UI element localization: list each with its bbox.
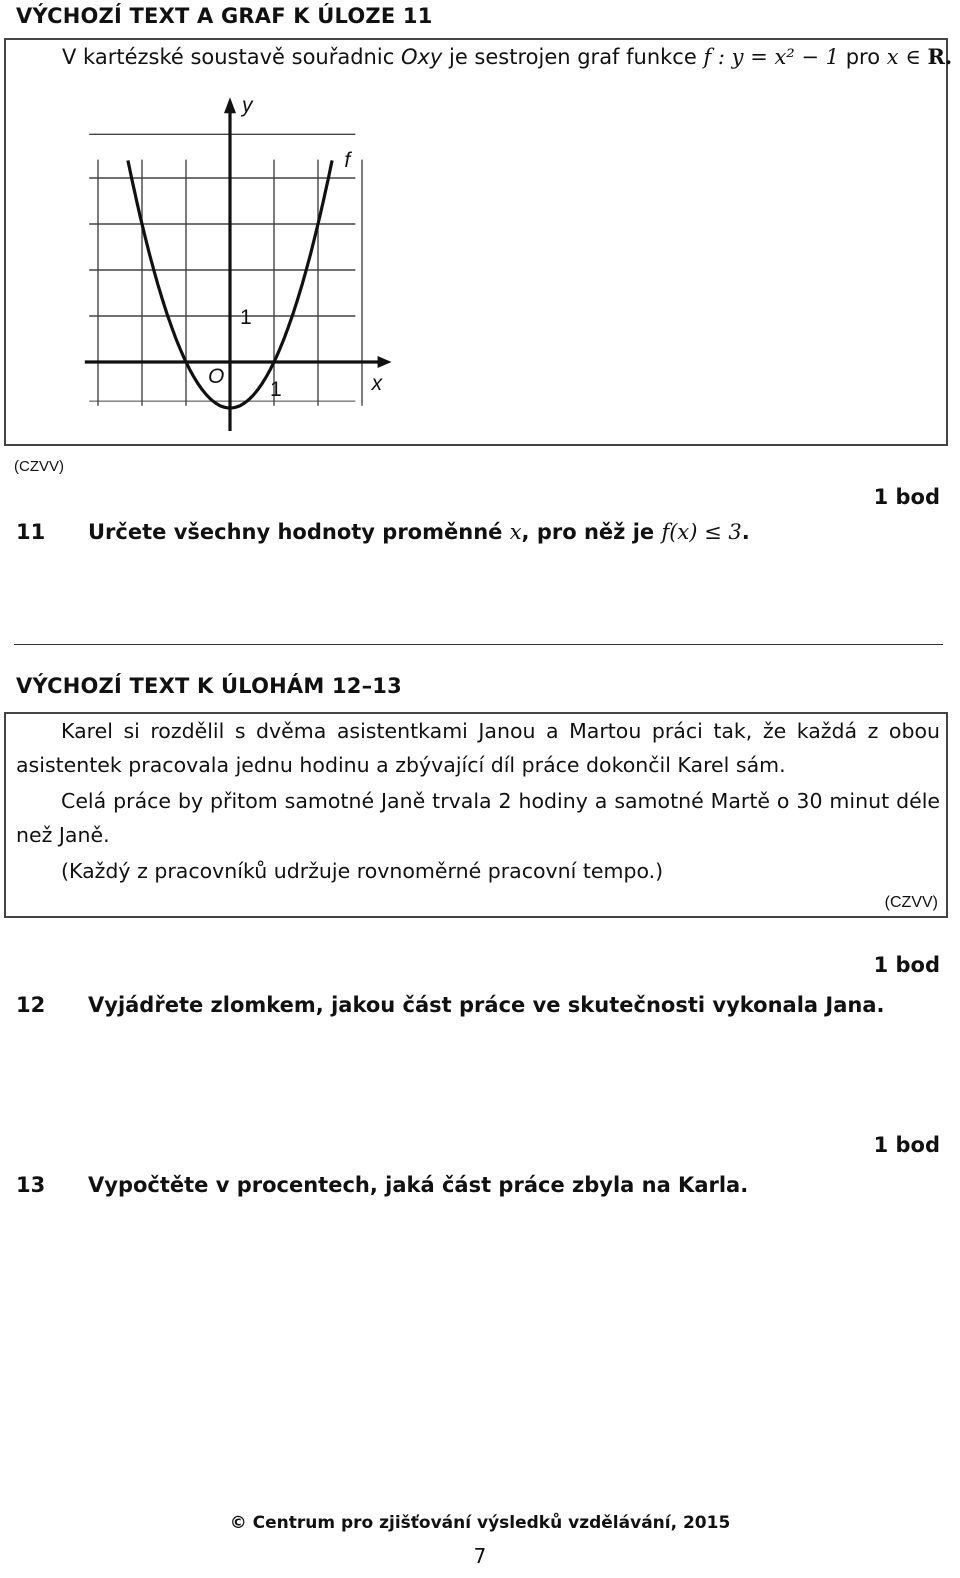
task11-variable: x <box>509 520 522 544</box>
section-heading-task12-13: VÝCHOZÍ TEXT K ÚLOHÁM 12–13 <box>16 674 402 698</box>
section-divider <box>14 644 943 645</box>
source-paragraph-1: Karel si rozdělil s dvěma asistentkami Janou a Martou práci tak, že každá z obou asistentek pracovala jednu hodinu a zbývající díl práce dokončil Karel sám. <box>16 719 940 777</box>
task13-text: Vypočtěte v procentech, jaká část práce zbyla na Karla. <box>88 1173 749 1197</box>
task11-text-prefix: Určete všechny hodnoty proměnné <box>88 520 510 544</box>
intro-real-numbers: R. <box>927 44 953 69</box>
task12-13-source-box <box>4 712 948 918</box>
graph-axes <box>85 97 392 431</box>
task13-points: 1 bod <box>873 1133 940 1157</box>
task12-points: 1 bod <box>873 953 940 977</box>
task12-text: Vyjádřete zlomkem, jakou část práce ve skutečnosti vykonala Jana. <box>88 993 885 1017</box>
source-czvv-2: (CZVV) <box>884 894 938 911</box>
intro-formula: f : y = x² − 1 <box>703 45 840 69</box>
y-axis-arrow <box>224 97 236 113</box>
tick-label-x-1: 1 <box>270 378 282 401</box>
section-heading-task11: VÝCHOZÍ TEXT A GRAF K ÚLOZE 11 <box>16 4 433 28</box>
intro-domain: x ∈ <box>886 45 928 69</box>
page-number: 7 <box>473 1544 487 1568</box>
task11-period: . <box>741 520 750 544</box>
intro-oxy: Oxy <box>400 45 443 69</box>
series-label-f: f <box>344 149 351 172</box>
source-paragraph-2: Celá práce by přitom samotné Janě trvala 2 hodiny a samotné Martě o 30 minut déle než Janě. <box>16 789 940 847</box>
task11-inequality: f(x) ≤ 3 <box>661 520 742 544</box>
task11-number: 11 <box>16 520 46 544</box>
task11-question <box>16 520 750 544</box>
source-czvv-1: (CZVV) <box>14 458 64 475</box>
source-paragraph-3: (Každý z pracovníků udržuje rovnoměrné pracovní tempo.) <box>61 859 664 883</box>
task13-question <box>16 1173 748 1197</box>
task11-text-mid: , pro něž je <box>521 520 662 544</box>
intro-prefix: V kartézské soustavě souřadnic <box>62 45 401 69</box>
x-axis-arrow <box>378 356 392 368</box>
x-axis-label: x <box>371 372 383 395</box>
tick-label-y-1: 1 <box>240 306 252 329</box>
task13-number: 13 <box>16 1173 46 1197</box>
origin-label: O <box>208 365 225 388</box>
task12-number: 12 <box>16 993 46 1017</box>
task11-points: 1 bod <box>873 485 940 509</box>
task11-intro-text <box>62 44 952 69</box>
intro-pro: pro <box>839 45 887 69</box>
footer-copyright: © Centrum pro zjišťování výsledků vzdělávání, 2015 <box>229 1513 731 1533</box>
task11-source-box <box>4 38 953 446</box>
y-axis-label: y <box>242 94 253 117</box>
task12-question <box>16 993 884 1017</box>
intro-middle: je sestrojen graf funkce <box>442 45 704 69</box>
function-graph <box>84 86 404 442</box>
graph-labels <box>208 94 384 401</box>
